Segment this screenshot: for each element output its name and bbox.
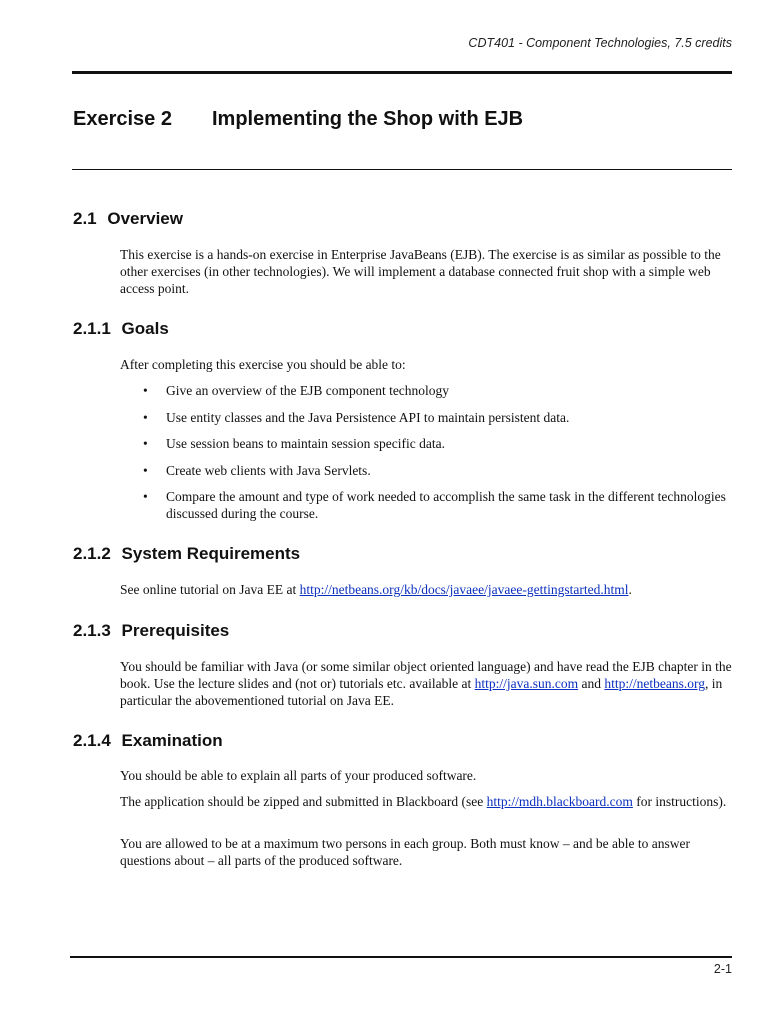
paragraph-text: You should be familiar with Java (or some similar object oriented language) and have read the EJB chapter in the book. Use the lecture slides and (not or) tutorials etc. available at [120, 659, 732, 691]
examination-paragraph-2 [120, 793, 736, 810]
paragraph-text: . [628, 582, 632, 597]
list-item-text: Use session beans to maintain session specific data. [166, 436, 445, 451]
overview-body: This exercise is a hands-on exercise in Enterprise JavaBeans (EJB). The exercise is as similar as possible to the other exercises (in other technologies). We will implement a database connected fruit shop with a simple web access point. [120, 247, 721, 296]
blackboard-link[interactable]: http://mdh.blackboard.com [486, 794, 633, 809]
paragraph-text: and [578, 676, 605, 691]
paragraph-text: for instructions). [632, 794, 727, 809]
list-item-text: Compare the amount and type of work needed to accomplish the same task in the different technologies discussed during the course. [166, 489, 726, 521]
examination-paragraph-1 [120, 767, 736, 784]
bullet-icon: • [143, 409, 148, 425]
page-number: 2-1 [713, 962, 732, 976]
bullet-icon: • [143, 383, 148, 398]
list-item [120, 435, 736, 452]
list-item-text: Create web clients with Java Servlets. [166, 462, 371, 478]
netbeans-tutorial-link[interactable]: http://netbeans.org/kb/docs/javaee/javaee-gettingstarted.html [299, 582, 629, 597]
section-number: 2.1.1 [73, 319, 111, 338]
goals-intro [120, 356, 736, 373]
netbeans-link[interactable]: http://netbeans.org [604, 676, 706, 691]
list-item [120, 488, 736, 522]
list-item [120, 382, 736, 399]
section-number: 2.1.4 [73, 731, 111, 750]
footer-rule [70, 956, 732, 958]
paragraph-text: You should be able to explain all parts of your produced software. [120, 768, 477, 783]
list-item-text: Give an overview of the EJB component technology [166, 383, 450, 398]
section-number: 2.1.2 [73, 544, 111, 563]
section-heading-examination [73, 731, 223, 751]
bullet-icon: • [143, 462, 148, 478]
examination-paragraph-3 [120, 835, 736, 869]
prerequisites-paragraph [120, 658, 736, 709]
section-number: 2.1 [73, 209, 97, 228]
section-title: Goals [121, 319, 169, 338]
paragraph-text: The application should be zipped and submitted in Blackboard (see [120, 794, 487, 809]
section-title: Prerequisites [121, 621, 230, 640]
list-item [120, 462, 736, 479]
section-heading-prerequisites [73, 621, 229, 641]
system-requirements-paragraph [120, 581, 736, 598]
paragraph-text: , in particular the abovementioned tutorial on Java EE. [120, 676, 723, 708]
java-sun-link[interactable]: http://java.sun.com [474, 676, 579, 691]
chapter-number: Exercise 2 [73, 108, 172, 130]
section-heading-overview [73, 209, 183, 229]
bullet-icon: • [143, 489, 148, 504]
section-title: Overview [107, 209, 183, 228]
bullet-icon: • [143, 436, 148, 451]
section-heading-goals [73, 319, 169, 339]
goals-list [120, 382, 736, 532]
list-item-text: Use entity classes and the Java Persistence API to maintain persistent data. [166, 409, 570, 425]
list-item [120, 409, 736, 426]
section-title: Examination [121, 731, 223, 750]
section-number: 2.1.3 [73, 621, 111, 640]
paragraph-text: See online tutorial on Java EE at [120, 582, 300, 597]
paragraph-text: You are allowed to be at a maximum two persons in each group. Both must know – and be able to answer questions about – all parts of the produced software. [120, 836, 691, 868]
chapter-title-text: Implementing the Shop with EJB [212, 108, 524, 130]
section-heading-system-requirements [73, 544, 300, 564]
running-head: CDT401 - Component Technologies, 7.5 credits [468, 36, 732, 50]
section-title: System Requirements [121, 544, 301, 563]
chapter-title [73, 108, 523, 131]
overview-paragraph [120, 246, 736, 297]
chapter-rule [72, 169, 732, 170]
header-rule [72, 71, 732, 74]
goals-intro-text: After completing this exercise you should be able to: [120, 357, 406, 372]
